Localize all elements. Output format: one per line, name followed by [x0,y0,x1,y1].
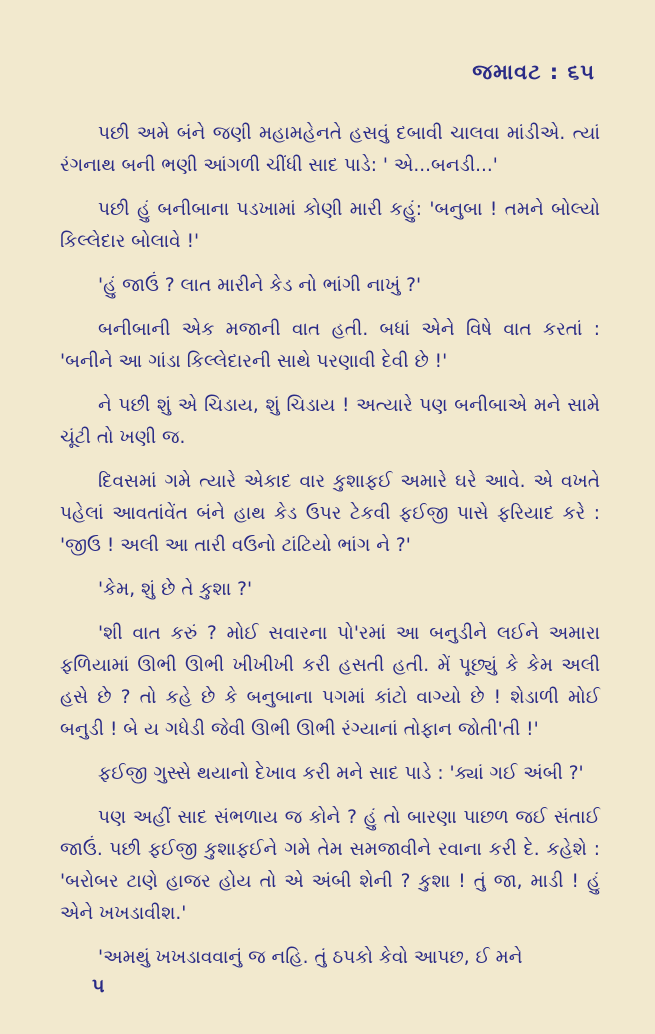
paragraph: બનીબાની એક મજાની વાત હતી. બધાં એને વિષે વાત કરતાં : 'બનીને આ ગાંડા કિલ્લેદારની સાથે પરણાવી દેવી છે !' [60,319,600,372]
paragraph: પછી અમે બંને જણી મહામહેનતે હસવું દબાવી ચાલવા માંડીએ. ત્યાં રંગનાથ બની ભણી આંગળી ચીંધી સાદ પાડે: ' એ...બનડી...' [60,123,600,176]
paragraph: ને પછી શું એ ચિડાય, શું ચિડાય ! અત્યારે પણ બનીબાએ મને સામે ચૂંટી તો ખણી જ. [60,395,600,448]
paragraph: ફઈજી ગુસ્સે થયાનો દેખાવ કરી મને સાદ પાડે : 'ક્યાં ગઈ અંબી ?' [98,763,584,784]
paragraph: પણ અહીં સાદ સંભળાય જ કોને ? હું તો બારણા પાછળ જઈ સંતાઈ જાઉં. પછી ફઈજી કુશાફઈને ગમે તેમ સમજાવીને રવાના કરી દે. કહેશે : 'બરોબર ટાણે હાજર હોય તો એ અંબી શેની ? કુશા ! તું જા, માડી ! હું એને ખખડાવીશ.' [60,807,600,924]
body-text [60,118,600,986]
paragraph: 'હું જાઉં ? લાત મારીને કેડ નો ભાંગી નાખું ?' [98,275,422,296]
paragraph: 'કેમ, શું છે તે કુશા ?' [98,579,253,600]
paragraph: દિવસમાં ગમે ત્યારે એકાદ વાર કુશાફઈ અમારે ઘરે આવે. એ વખતે પહેલાં આવતાંવેંત બંને હાથ કેડ ઉપર ટેકવી ફઈજી પાસે ફરિયાદ કરે : 'જીઉ ! અલી આ તારી વઉનો ટાંટિયો ભાંગ ને ?' [60,471,600,556]
paragraph: પછી હું બનીબાના પડખામાં કોણી મારી કહું: 'બનુબા ! તમને બોલ્યો કિલ્લેદાર બોલાવે !' [60,199,600,252]
paragraph: 'અમથું ખખડાવવાનું જ નહિ. તું ઠપકો કેવો આપછ, ઈ મને [98,947,523,968]
signature-mark: ૫ [92,975,105,997]
paragraph: 'શી વાત કરું ? મોઈ સવારના પો'રમાં આ બનુડીને લઈને અમારા ફળિયામાં ઊભી ઊભી ખીખીખી કરી હસતી હતી. મેં પૂછ્યું કે કેમ અલી હસે છે ? તો કહે છે કે બનુબાના પગમાં કાંટો વાગ્યો છે ! શેડાળી મોઈ બનુડી ! બે ય ગધેડી જેવી ઊભી ઊભી રંગ્યાનાં તોફાન જોતી'તી !' [60,623,600,740]
running-header: જમાવટ : ૬૫ [472,60,595,84]
